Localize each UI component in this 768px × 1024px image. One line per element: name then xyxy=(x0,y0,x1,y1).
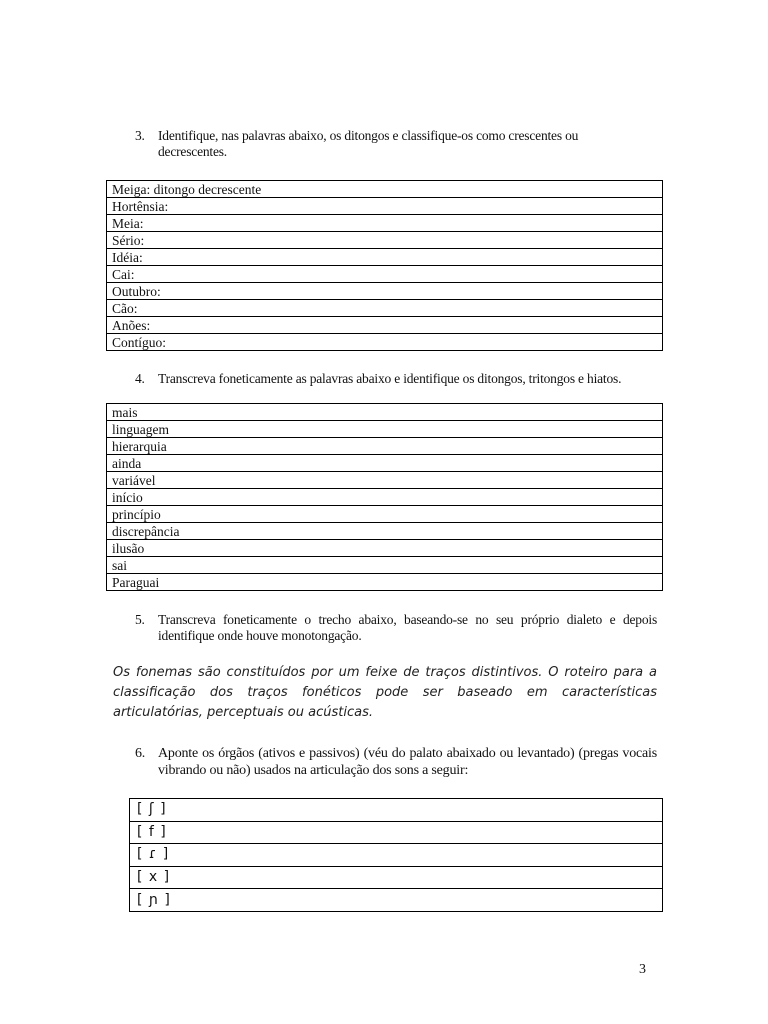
table-cell: Cai: xyxy=(107,266,663,283)
table-cell: discrepância xyxy=(107,523,663,540)
table-row xyxy=(107,317,663,334)
table-cell: variável xyxy=(107,472,663,489)
table-row xyxy=(107,523,663,540)
table-cell: [ ʃ ] xyxy=(130,799,663,822)
question-4-number: 4. xyxy=(135,371,145,386)
transcription-passage: Os fonemas são constituídos por um feixe de traços distintivos. O roteiro para a classificação dos traços fonéticos pode ser baseado em características articulatórias, perceptuais ou acústicas. xyxy=(113,665,657,720)
page-number: 3 xyxy=(639,962,646,977)
table-cell: [ ɾ ] xyxy=(130,844,663,867)
table-cell: Hortênsia: xyxy=(107,198,663,215)
table-row xyxy=(107,181,663,198)
table-row xyxy=(107,438,663,455)
table-cell: sai xyxy=(107,557,663,574)
table-row xyxy=(107,404,663,421)
table-row xyxy=(107,421,663,438)
table-row xyxy=(130,866,663,889)
table-row xyxy=(107,300,663,317)
diphthong-table xyxy=(106,180,663,351)
question-3-text: Identifique, nas palavras abaixo, os ditongos e classifique-os como crescentes ou decrescentes. xyxy=(158,128,579,159)
table-cell: Meia: xyxy=(107,215,663,232)
table-row xyxy=(130,799,663,822)
table-cell: Meiga: ditongo decrescente xyxy=(107,181,663,198)
phonetic-symbols-table xyxy=(129,798,663,912)
table-cell: [ ɲ ] xyxy=(130,889,663,912)
table-cell: [ f ] xyxy=(130,821,663,844)
table-row xyxy=(130,889,663,912)
table-cell: linguagem xyxy=(107,421,663,438)
table-cell: Anões: xyxy=(107,317,663,334)
question-5-text: Transcreva foneticamente o trecho abaixo, baseando-se no seu próprio dialeto e depois identifique onde houve monotongação. xyxy=(158,612,657,643)
question-6-number: 6. xyxy=(135,746,146,761)
question-5-number: 5. xyxy=(135,612,145,627)
table-row xyxy=(107,334,663,351)
table-cell: Outubro: xyxy=(107,283,663,300)
table-row xyxy=(107,489,663,506)
table-cell: Sério: xyxy=(107,232,663,249)
table-row xyxy=(107,574,663,591)
table-row xyxy=(107,506,663,523)
table-row xyxy=(107,266,663,283)
question-6-text: Aponte os órgãos (ativos e passivos) (véu do palato abaixado ou levantado) (pregas vocais vibrando ou não) usados na articulação dos sons a seguir: xyxy=(158,746,657,778)
table-cell: Idéia: xyxy=(107,249,663,266)
table-cell: princípio xyxy=(107,506,663,523)
table-row xyxy=(107,232,663,249)
table-row xyxy=(107,215,663,232)
table-row xyxy=(107,540,663,557)
table-row xyxy=(107,557,663,574)
table-row xyxy=(130,821,663,844)
question-3-number: 3. xyxy=(135,128,145,143)
table-row xyxy=(107,455,663,472)
table-row xyxy=(107,249,663,266)
table-row xyxy=(130,844,663,867)
table-cell: hierarquia xyxy=(107,438,663,455)
question-4-text: Transcreva foneticamente as palavras abaixo e identifique os ditongos, tritongos e hiatos. xyxy=(158,371,622,386)
table-row xyxy=(107,198,663,215)
table-cell: Cão: xyxy=(107,300,663,317)
table-cell: Paraguai xyxy=(107,574,663,591)
table-cell: ilusão xyxy=(107,540,663,557)
table-cell: Contíguo: xyxy=(107,334,663,351)
table-row xyxy=(107,283,663,300)
transcription-table xyxy=(106,403,663,591)
table-cell: [ x ] xyxy=(130,866,663,889)
table-cell: início xyxy=(107,489,663,506)
table-cell: ainda xyxy=(107,455,663,472)
table-cell: mais xyxy=(107,404,663,421)
table-row xyxy=(107,472,663,489)
